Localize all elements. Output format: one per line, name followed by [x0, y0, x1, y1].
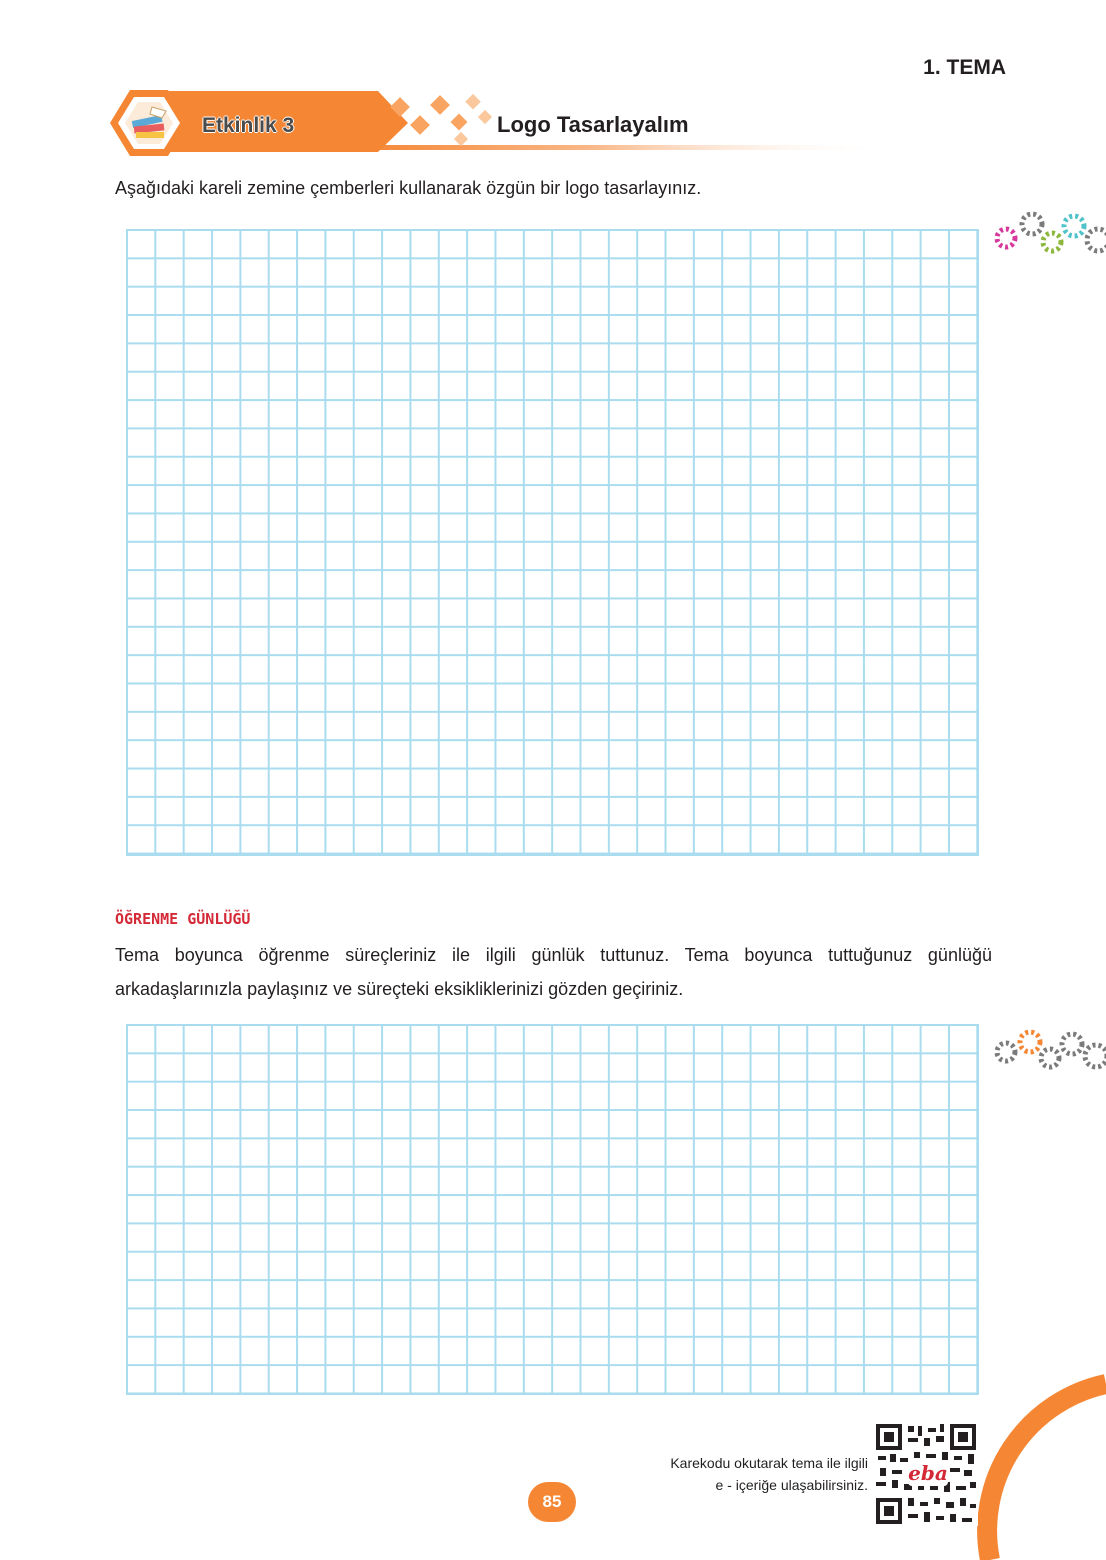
- diary-writing-grid[interactable]: [126, 1024, 979, 1395]
- learning-diary-text: Tema boyunca öğrenme süreçleriniz ile ilgili günlük tuttunuz. Tema boyunca tuttuğunuz günlüğü arkadaşlarınızla paylaşınız ve süreçteki eksikliklerinizi gözden geçiriniz.: [115, 945, 992, 999]
- logo-drawing-grid[interactable]: [126, 229, 979, 856]
- qr-caption-line2: e - içeriğe ulaşabilirsiniz.: [715, 1477, 868, 1493]
- qr-code-icon[interactable]: [874, 1422, 978, 1526]
- corner-decoration: [960, 1370, 1106, 1560]
- theme-label: 1. TEMA: [923, 56, 1006, 79]
- qr-caption: [670, 1452, 868, 1496]
- books-icon: [128, 104, 170, 142]
- activity-label: Etkinlik 3: [202, 114, 295, 137]
- qr-caption-line1: Karekodu okutarak tema ile ilgili: [670, 1455, 868, 1471]
- learning-diary-heading: ÖĞRENME GÜNLÜĞÜ: [115, 910, 251, 928]
- eba-logo: eba: [908, 1461, 948, 1485]
- gears-icon: [992, 1028, 1106, 1078]
- page-number: 85: [528, 1482, 576, 1522]
- instruction-text: Aşağıdaki kareli zemine çemberleri kullanarak özgün bir logo tasarlayınız.: [115, 178, 702, 198]
- gears-icon: [992, 208, 1106, 258]
- activity-title: Logo Tasarlayalım: [497, 112, 689, 137]
